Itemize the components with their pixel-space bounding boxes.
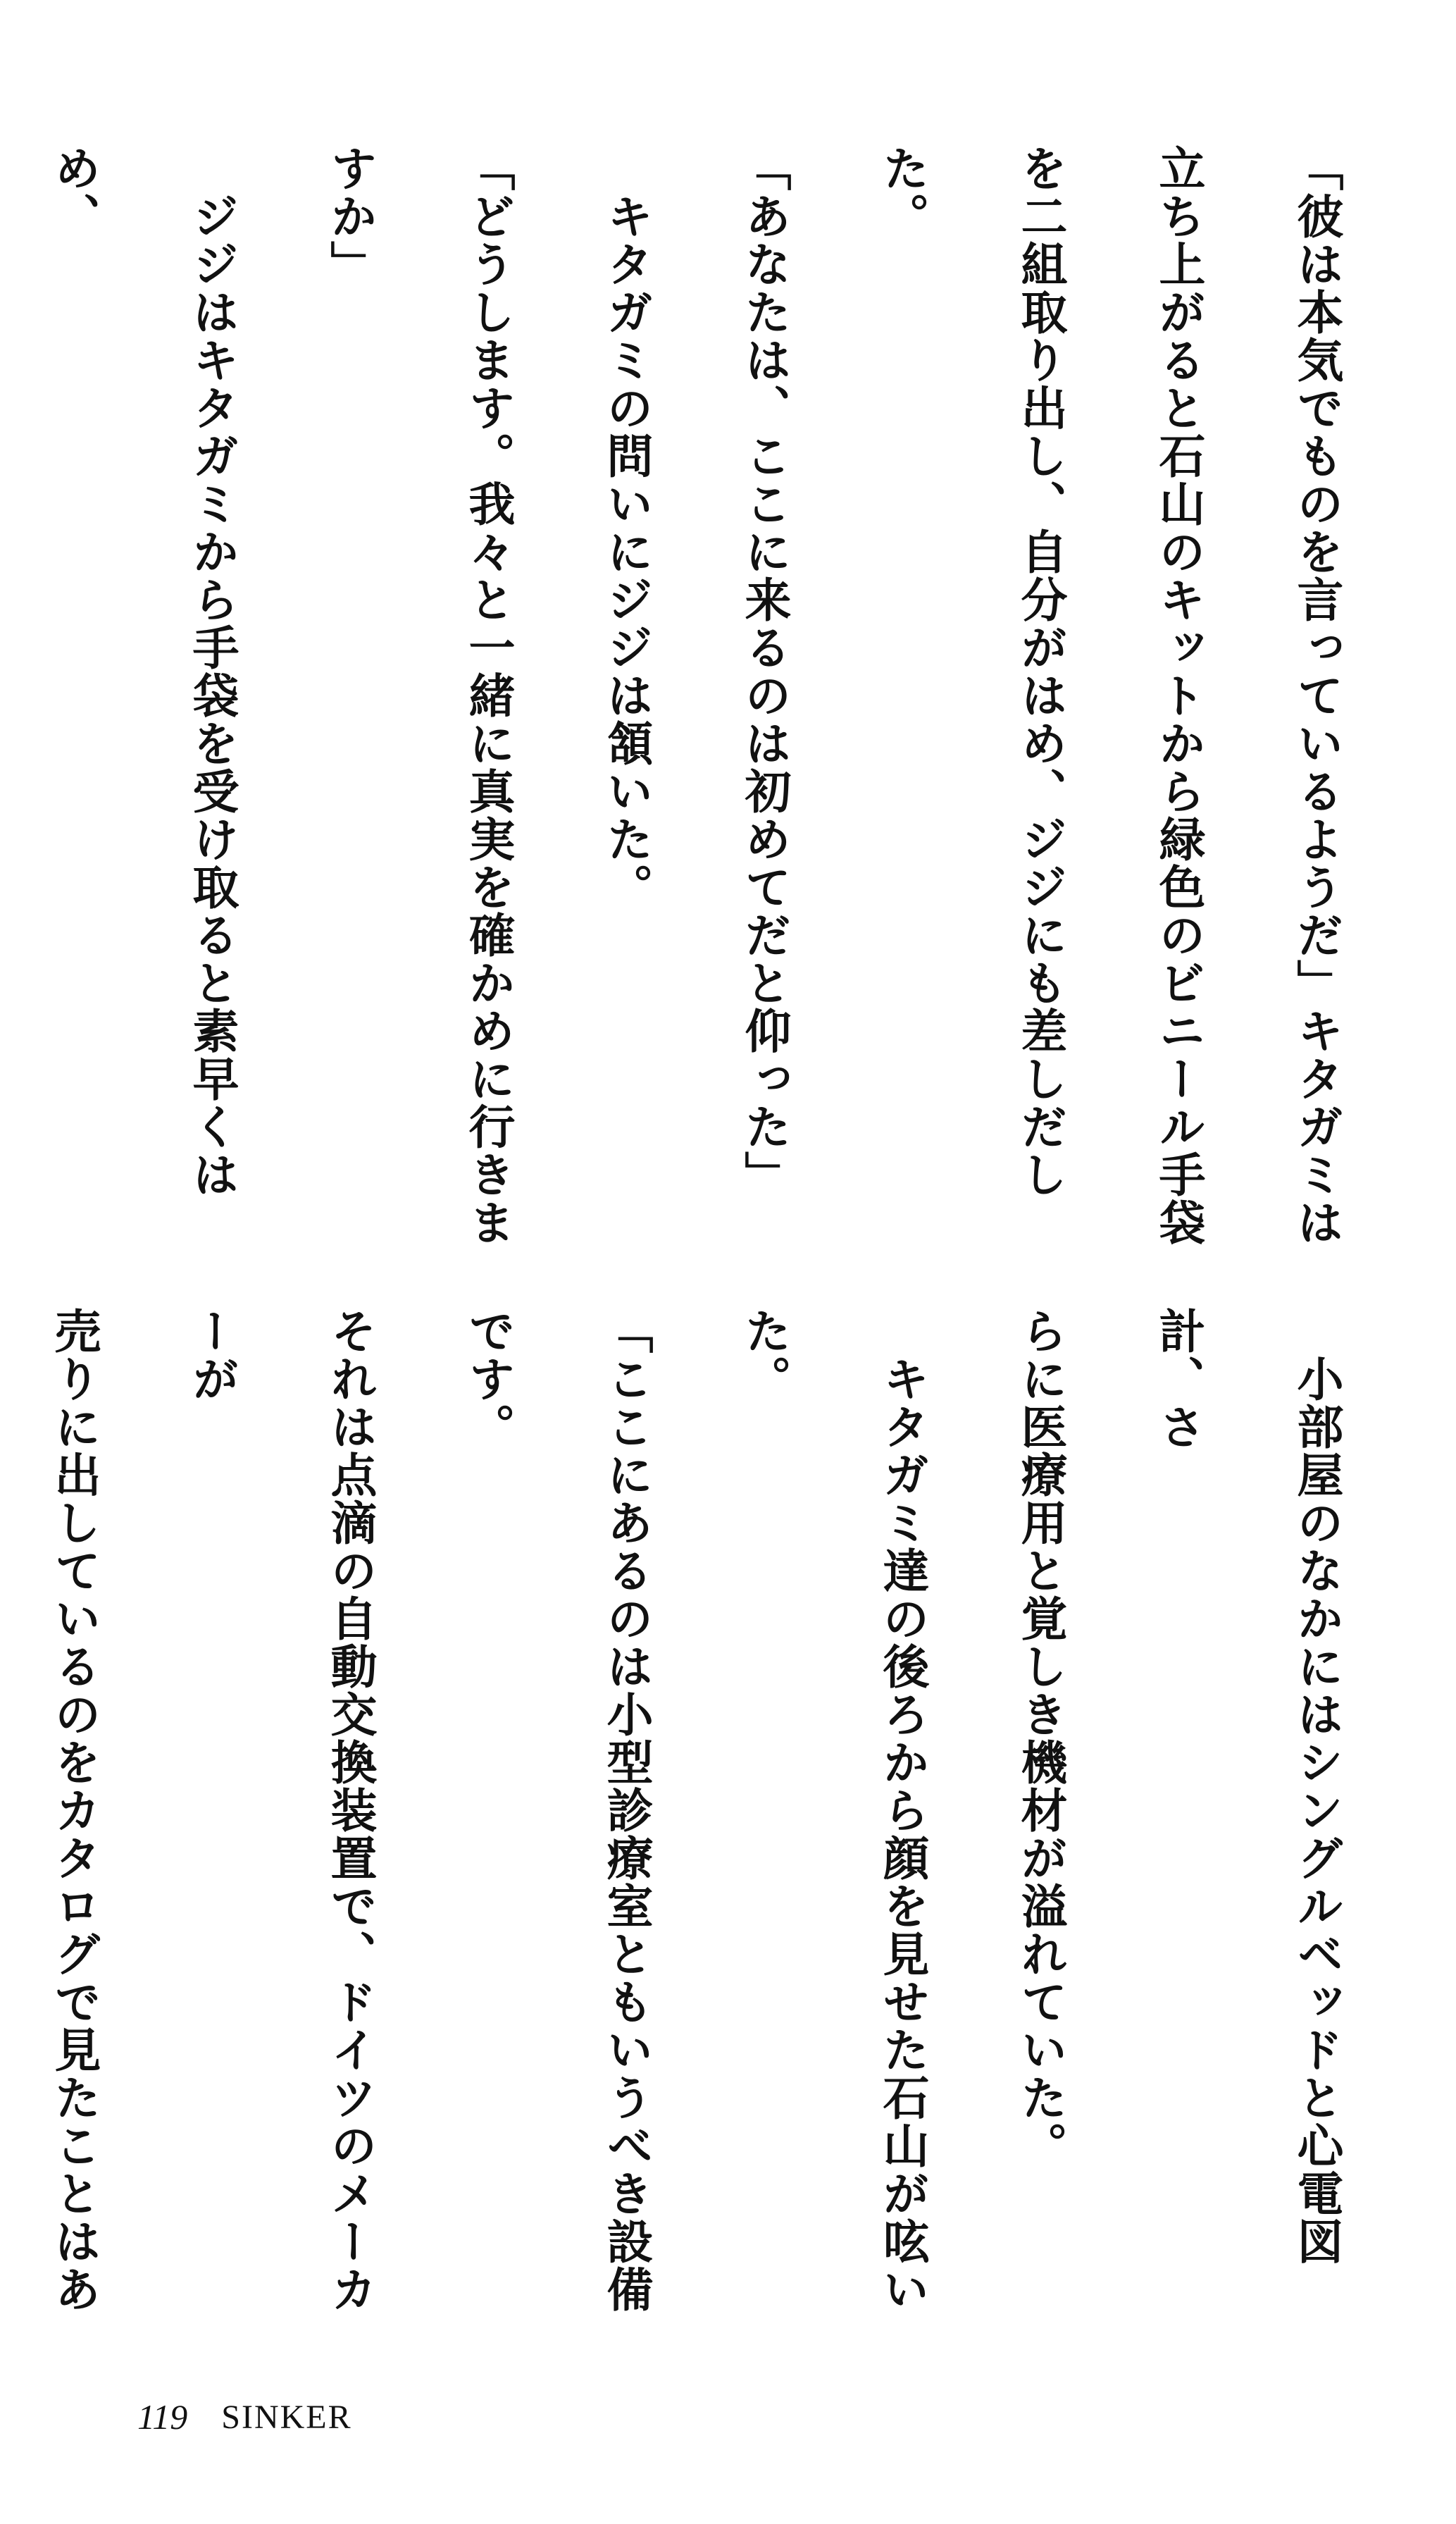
text-block-top	[19, 144, 1386, 1258]
text-line: キタガミの問いにジジは頷いた。	[599, 144, 654, 911]
page-footer	[137, 2385, 352, 2449]
text-line: すか」	[323, 144, 378, 288]
text-line: ジジはキタガミから手袋を受け取ると素早くはめ、	[46, 144, 239, 1199]
text-line: を二組取り出し、自分がはめ、ジジにも差しだした。	[875, 144, 1068, 1199]
text-block-bottom	[19, 1307, 1386, 2350]
text-line: 売りに出しているのをカタログで見たことはあ	[46, 1307, 101, 2313]
text-line: 「ここにあるのは小型診療室ともいうべき設備です。	[461, 1307, 654, 2313]
running-title: SINKER	[221, 2398, 352, 2436]
text-line: 「彼は本気でものを言っているようだ」キタガミは	[1289, 144, 1344, 1246]
text-line: 「どうします。我々と一緒に真実を確かめに行きま	[461, 144, 516, 1246]
text-line: 立ち上がると石山のキットから緑色のビニール手袋	[1151, 144, 1206, 1246]
text-line: らに医療用と覚しき機材が溢れていた。	[1013, 1307, 1068, 2170]
text-line: 小部屋のなかにはシングルベッドと心電図計、さ	[1151, 1307, 1344, 2265]
text-line: 「あなたは、ここに来るのは初めてだと仰った」	[737, 144, 792, 1199]
text-line: キタガミ達の後ろから顔を見せた石山が呟いた。	[737, 1307, 930, 2313]
text-line: それは点滴の自動交換装置で、ドイツのメーカーが	[185, 1307, 378, 2313]
page-number: 119	[137, 2397, 188, 2437]
